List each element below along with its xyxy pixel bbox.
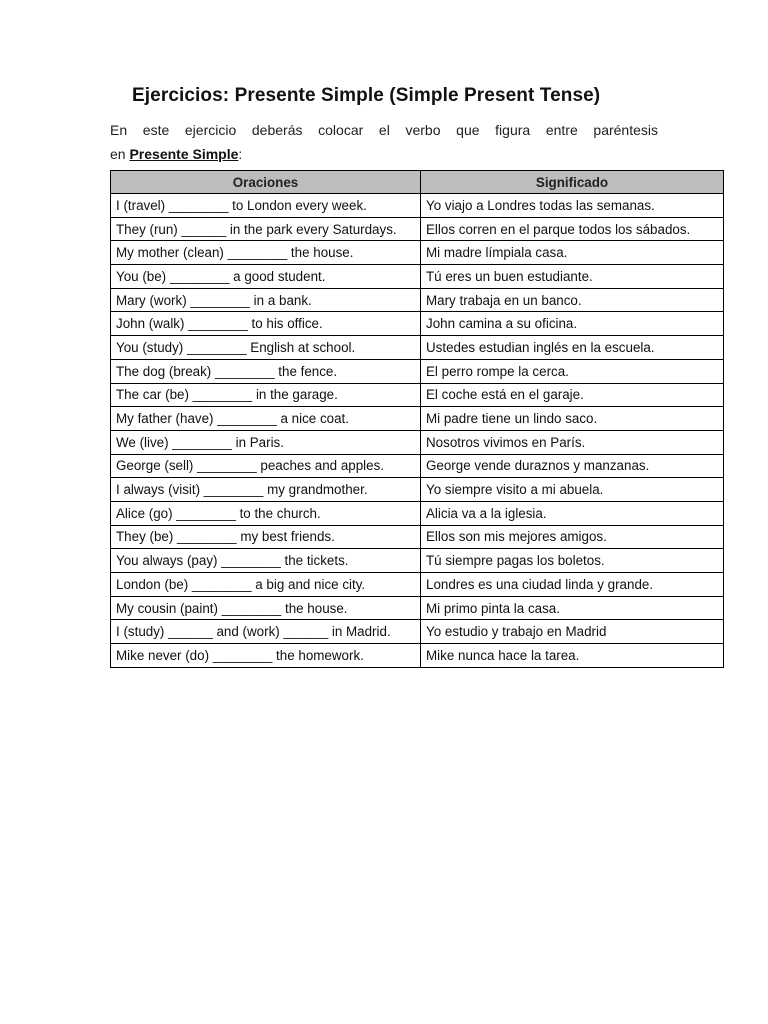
translation-cell: Mike nunca hace la tarea. [421,644,724,668]
translation-cell: Mi primo pinta la casa. [421,596,724,620]
sentence-cell: London (be) ________ a big and nice city. [111,573,421,597]
table-header-row [111,171,724,194]
instructions [110,118,658,166]
instructions-line-2 [110,142,658,166]
translation-cell: Ellos son mis mejores amigos. [421,525,724,549]
sentence-cell: They (be) ________ my best friends. [111,525,421,549]
sentence-cell: My cousin (paint) ________ the house. [111,596,421,620]
table-row [111,525,724,549]
sentence-cell: George (sell) ________ peaches and apples. [111,454,421,478]
translation-cell: Mi padre tiene un lindo saco. [421,407,724,431]
translation-cell: Mi madre límpiala casa. [421,241,724,265]
table-row [111,430,724,454]
sentence-cell: We (live) ________ in Paris. [111,430,421,454]
translation-cell: Londres es una ciudad linda y grande. [421,573,724,597]
sentence-cell: I (study) ______ and (work) ______ in Madrid. [111,620,421,644]
table-row [111,265,724,289]
translation-cell: Mary trabaja en un banco. [421,288,724,312]
table-row [111,407,724,431]
table-row [111,501,724,525]
sentence-cell: You always (pay) ________ the tickets. [111,549,421,573]
translation-cell: George vende duraznos y manzanas. [421,454,724,478]
translation-cell: Tú eres un buen estudiante. [421,265,724,289]
translation-cell: Tú siempre pagas los boletos. [421,549,724,573]
table-row [111,288,724,312]
exercise-table [110,170,724,668]
sentence-cell: The dog (break) ________ the fence. [111,359,421,383]
sentence-cell: They (run) ______ in the park every Saturdays. [111,217,421,241]
instructions-line-1: En este ejercicio deberás colocar el verbo que figura entre paréntesis [110,122,658,138]
table-row [111,336,724,360]
sentence-cell: My mother (clean) ________ the house. [111,241,421,265]
translation-cell: John camina a su oficina. [421,312,724,336]
sentence-cell: Mike never (do) ________ the homework. [111,644,421,668]
translation-cell: Alicia va a la iglesia. [421,501,724,525]
sentence-cell: Mary (work) ________ in a bank. [111,288,421,312]
sentence-cell: You (be) ________ a good student. [111,265,421,289]
sentence-cell: My father (have) ________ a nice coat. [111,407,421,431]
table-row [111,241,724,265]
sentence-cell: I (travel) ________ to London every week. [111,194,421,218]
translation-cell: Yo siempre visito a mi abuela. [421,478,724,502]
table-row [111,549,724,573]
table-row [111,454,724,478]
table-row [111,596,724,620]
translation-cell: Ellos corren en el parque todos los sábados. [421,217,724,241]
table-row [111,620,724,644]
table-row [111,217,724,241]
sentence-cell: John (walk) ________ to his office. [111,312,421,336]
sentence-cell: Alice (go) ________ to the church. [111,501,421,525]
table-row [111,194,724,218]
table-row [111,383,724,407]
instructions-prefix: en [110,146,130,162]
sentence-cell: You (study) ________ English at school. [111,336,421,360]
sentence-cell: I always (visit) ________ my grandmother. [111,478,421,502]
instructions-suffix: : [238,146,243,162]
translation-cell: Ustedes estudian inglés en la escuela. [421,336,724,360]
table-row [111,478,724,502]
table-row [111,312,724,336]
sentence-cell: The car (be) ________ in the garage. [111,383,421,407]
page-title: Ejercicios: Presente Simple (Simple Present Tense) [132,85,601,106]
table-row [111,359,724,383]
translation-cell: El perro rompe la cerca. [421,359,724,383]
translation-cell: Nosotros vivimos en París. [421,430,724,454]
instructions-emphasis: Presente Simple [129,146,239,162]
table-row [111,644,724,668]
translation-cell: Yo viajo a Londres todas las semanas. [421,194,724,218]
translation-cell: El coche está en el garaje. [421,383,724,407]
table-row [111,573,724,597]
header-oraciones: Oraciones [111,171,421,194]
translation-cell: Yo estudio y trabajo en Madrid [421,620,724,644]
header-significado: Significado [421,171,724,194]
